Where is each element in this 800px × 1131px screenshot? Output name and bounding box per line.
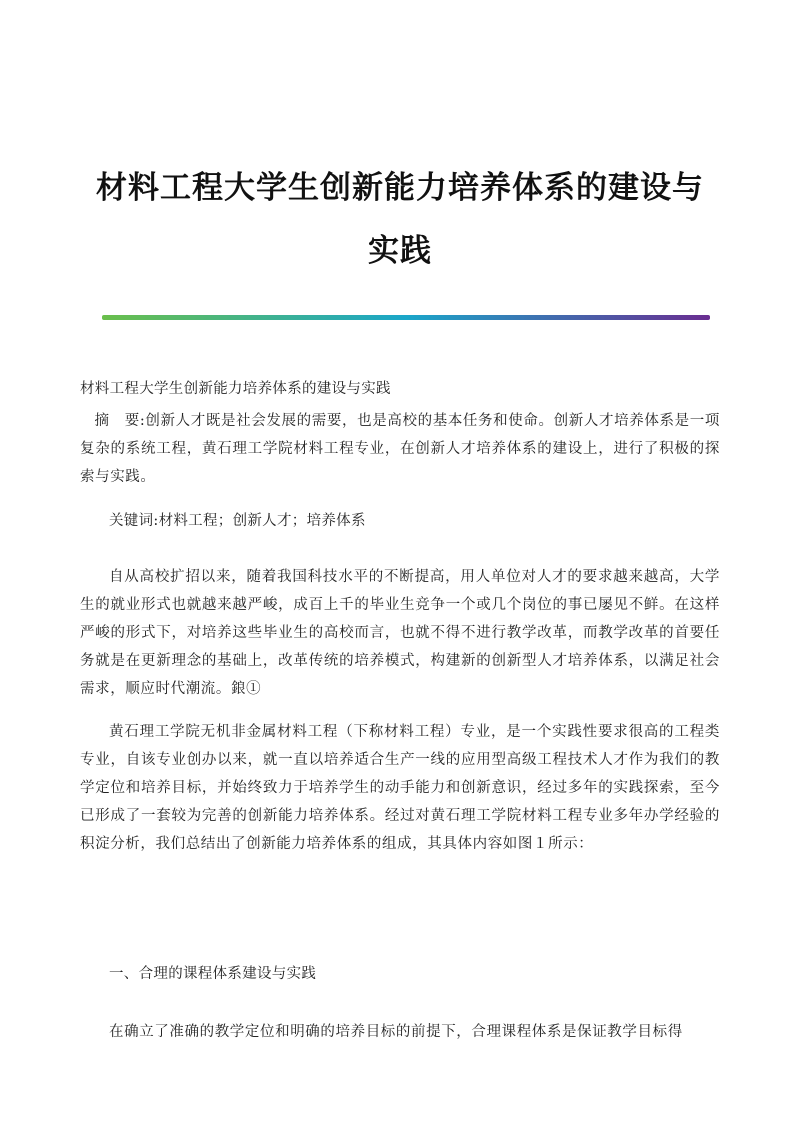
- keywords-line: 关键词:材料工程；创新人才；培养体系: [109, 513, 366, 529]
- body-paragraph-3: 在确立了准确的教学定位和明确的培养目标的前提下，合理课程体系是保证教学目标得: [109, 1024, 683, 1040]
- section-heading: 一、合理的课程体系建设与实践: [109, 966, 317, 982]
- document-subtitle: 材料工程大学生创新能力培养体系的建设与实践: [80, 381, 391, 397]
- abstract-paragraph: 摘 要:创新人才既是社会发展的需要，也是高校的基本任务和使命。创新人才培养体系是一项复杂的系统工程，黄石理工学院材料工程专业，在创新人才培养体系的建设上，进行了积极的探索与实践。: [80, 413, 720, 485]
- document-title-line-1: 材料工程大学生创新能力培养体系的建设与: [96, 170, 704, 206]
- document-title-line-2: 实践: [368, 233, 432, 269]
- body-paragraph-2: 黄石理工学院无机非金属材料工程（下称材料工程）专业，是一个实践性要求很高的工程类专业，自该专业创办以来，就一直以培养适合生产一线的应用型高级工程技术人才作为我们的教学定位和培养目标，并始终致力于培养学生的动手能力和创新意识，经过多年的实践探索，至今已形成了一套较为完善的创新能力培养体系。经过对黄石理工学院材料工程专业多年办学经验的积淀分析，我们总结出了创新能力培养体系的组成，其具体内容如图１所示：: [80, 724, 720, 852]
- title-gradient-rule: [102, 315, 710, 320]
- body-paragraph-1: 自从高校扩招以来，随着我国科技水平的不断提高，用人单位对人才的要求越来越高，大学生的就业形式也就越来越严峻，成百上千的毕业生竞争一个或几个岗位的事已屡见不鲜。在这样严峻的形式下，对培养这些毕业生的高校而言，也就不得不进行教学改革，而教学改革的首要任务就是在更新理念的基础上，改革传统的培养模式，构建新的创新型人才培养体系，以满足社会需求，顺应时代潮流。鋃①: [80, 569, 720, 697]
